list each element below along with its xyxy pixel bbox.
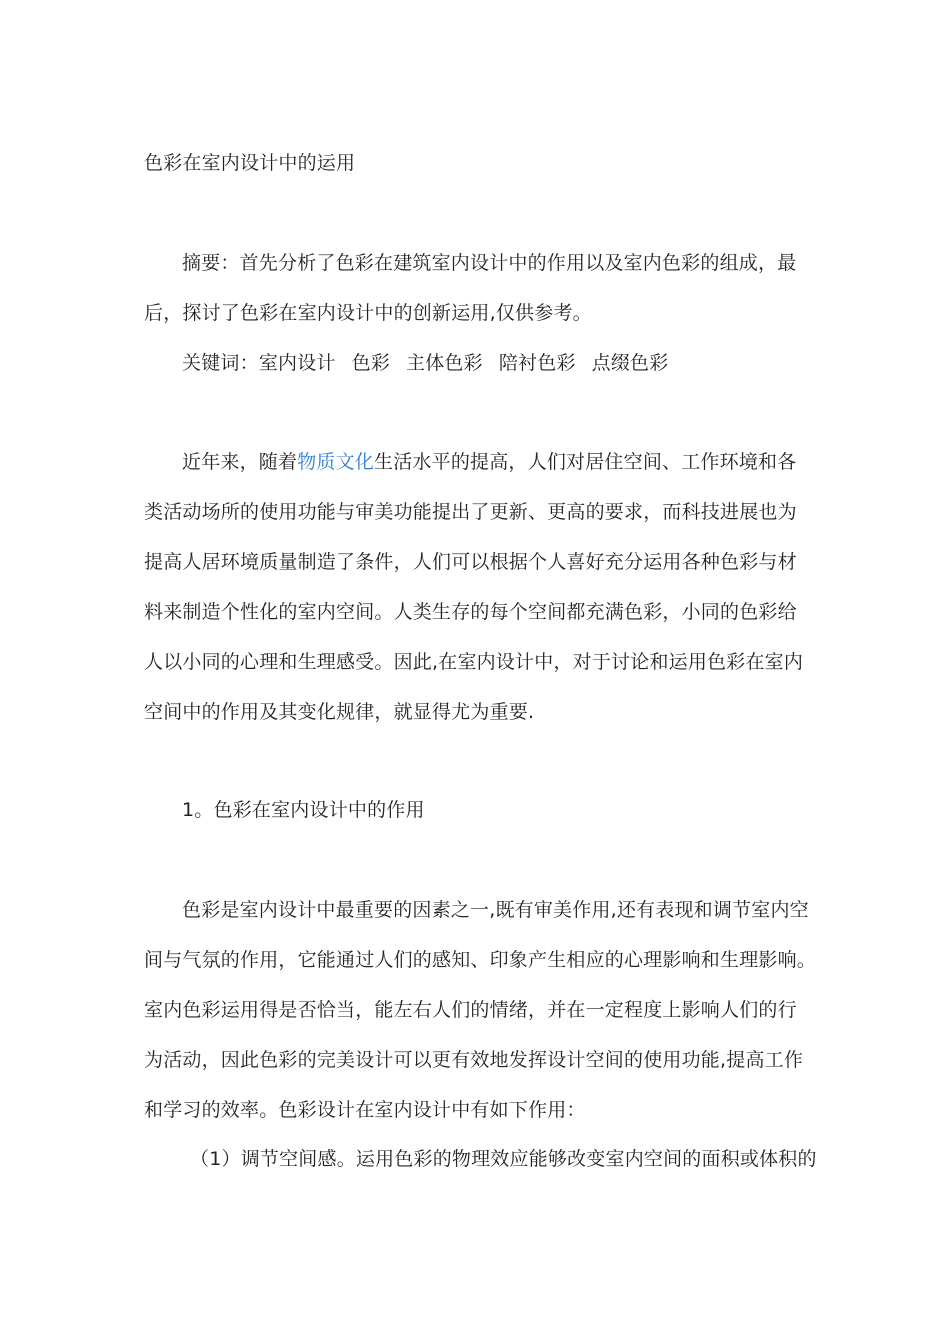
keyword-item: 主体色彩 <box>406 352 483 374</box>
keywords-line <box>182 350 862 376</box>
intro-text: 生活水平的提高，人们对居住空间、工作环境和各 <box>374 451 797 473</box>
section-1-para-line-2: 间与气氛的作用，它能通过人们的感知、印象产生相应的心理影响和生理影响。 <box>144 949 817 971</box>
intro-line-3: 提高人居环境质量制造了条件，人们可以根据个人喜好充分运用各种色彩与材 <box>144 551 797 573</box>
material-culture-link[interactable]: 物质文化 <box>297 451 375 473</box>
intro-line-6: 空间中的作用及其变化规律，就显得尤为重要. <box>144 701 535 723</box>
section-1-para-line-3: 室内色彩运用得是否恰当，能左右人们的情绪，并在一定程度上影响人们的行 <box>144 999 797 1021</box>
keyword-item: 室内设计 <box>258 352 336 374</box>
keyword-item: 点缀色彩 <box>591 352 669 374</box>
section-1-para-line-1: 色彩是室内设计中最重要的因素之一,既有审美作用,还有表现和调节室内空 <box>182 899 809 921</box>
section-1-para-line-4: 为活动，因此色彩的完美设计可以更有效地发挥设计空间的使用功能,提高工作 <box>144 1049 804 1071</box>
document-title: 色彩在室内设计中的运用 <box>144 152 356 174</box>
section-1-para-line-5: 和学习的效率。色彩设计在室内设计中有如下作用： <box>144 1099 586 1121</box>
intro-line-4: 料来制造个性化的室内空间。人类生存的每个空间都充满色彩，小同的色彩给 <box>144 601 797 623</box>
abstract-line-1: 摘要：首先分析了色彩在建筑室内设计中的作用以及室内色彩的组成，最 <box>182 252 797 274</box>
intro-line-1 <box>182 449 862 475</box>
intro-line-2: 类活动场所的使用功能与审美功能提出了更新、更高的要求，而科技进展也为 <box>144 501 797 523</box>
intro-line-5: 人以小同的心理和生理感受。因此,在室内设计中，对于讨论和运用色彩在室内 <box>144 651 804 673</box>
abstract-line-2: 后，探讨了色彩在室内设计中的创新运用,仅供参考。 <box>144 302 592 324</box>
keyword-item: 陪衬色彩 <box>498 352 576 374</box>
keyword-item: 色彩 <box>351 352 391 374</box>
intro-text: 近年来，随着 <box>182 451 298 473</box>
keywords-label: 关键词： <box>182 352 259 374</box>
section-1-item-1: （1）调节空间感。运用色彩的物理效应能够改变室内空间的面积或体积的 <box>190 1148 817 1170</box>
section-1-heading: 1。色彩在室内设计中的作用 <box>182 799 425 821</box>
